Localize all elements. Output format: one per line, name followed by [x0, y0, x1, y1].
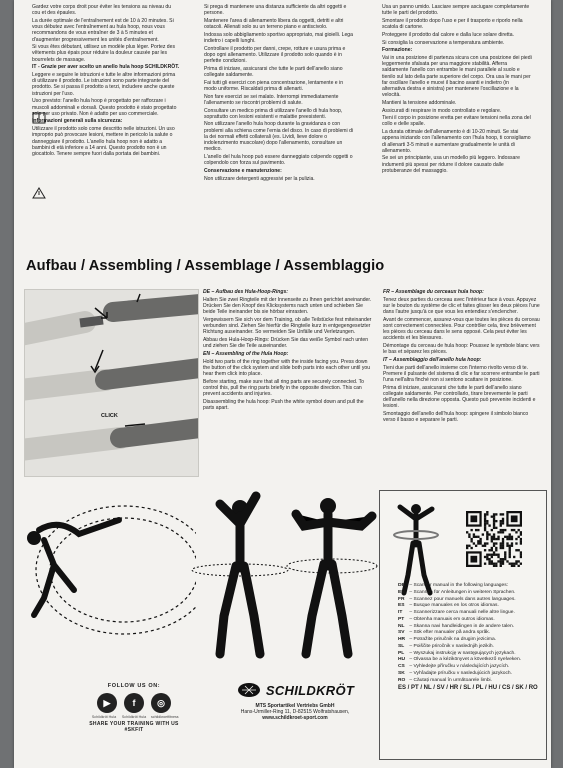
- paragraph: L'anello del hula hoop può essere danneggiato colpendo oggetti o colpendolo con forza sul pavimento.: [204, 153, 353, 167]
- paragraph: Fai tutti gli esercizi con piena concentrazione, lentamente e in modo uniforme. Riscaldati prima di allenarti.: [204, 79, 344, 92]
- paragraph: Halten Sie zwei Ringteile mit der Innenseite zu Ihnen gerichtet aneinander. Drücken Sie den Knopf des Klicksystems nach unten und schieben Sie beide Teile ineinander bis sie hörbar einrasten.: [203, 296, 372, 316]
- social-block: [84, 683, 184, 763]
- language-text: – Scan for manual in the following languages:: [409, 583, 509, 588]
- brand-block: [210, 681, 380, 761]
- language-row: [398, 610, 544, 617]
- brand-name: SCHILDKRÖT: [265, 682, 355, 698]
- language-code: PT: [398, 616, 405, 622]
- turtle-logo-icon: [236, 681, 262, 699]
- paragraph: Vai in una posizione di partenza sicura con una posizione dei piedi leggermente sfalsata per una maggiore stabilità. Afferra saldamente l'anello con entrambe le mani parallele al suolo e tienilo sul lato della parte superiore del corpo. Ora usa le mani per far oscillare l'anello e muovi il bacino avanti e indietro (in alternativa destra e sinistra) per mantenere l'oscillazione e la velocità.: [382, 54, 532, 99]
- top-column-it-safety: [204, 4, 356, 183]
- paragraph: Vergewissern Sie sich vor dem Training, ob alle Teilstücke fest miteinander verbunden sind. Ziehen Sie hierfür die Ringteile kurz in entgegengesetzter Richtung auseinander. So vermeiden Sie Unfälle und Verletzungen.: [203, 316, 372, 336]
- paragraph: Disassembling the hula hoop: Push the white symbol down and pull the parts apart.: [203, 398, 364, 411]
- paragraph: Si vous êtes débutant, utilisez un modèle plus léger. Portez des vêtements plus épais pour réduire la douleur causée par les bourrelets de massage.: [32, 44, 175, 63]
- language-row: [398, 657, 544, 664]
- book-icon: [32, 112, 46, 124]
- youtube-icon[interactable]: ▶: [97, 693, 117, 713]
- paragraph: Si consiglia la conservazione a temperatura ambiente.: [382, 39, 505, 46]
- social-name-instagram: schildkroetfitness: [151, 715, 179, 719]
- paragraph: EN – Assembling of the Hula Hoop:: [203, 350, 289, 357]
- language-row: [398, 617, 544, 624]
- company-name: MTS Sportartikel Vertriebs GmbH: [255, 703, 335, 709]
- section-title: Aufbau / Assembling / Assemblage / Assemblaggio: [26, 258, 385, 274]
- language-text: – Scannez pour manuels dans autres languages.: [409, 596, 516, 602]
- top-column-it-training: [382, 4, 532, 176]
- language-row: [398, 637, 544, 644]
- follow-us-label: FOLLOW US ON:: [107, 683, 161, 689]
- qr-language-box: [379, 490, 547, 760]
- hoop-exercise-illustration: [24, 490, 196, 638]
- language-text: – Busque manuales en los otros idiomas.: [409, 603, 499, 609]
- assembly-column-de-en: [203, 289, 375, 413]
- hula-hoop-figures: [186, 486, 386, 664]
- paragraph: Leggere e seguire le istruzioni e tutte le altre informazioni prima di utilizzare il prodotto. Le istruzioni sono parte integrante del prodotto. Se si passa il prodotto a terzi, includere anche queste istruzioni per l'uso.: [32, 72, 176, 97]
- language-row: [398, 671, 544, 678]
- paragraph: Formazione:: [382, 47, 413, 54]
- language-code: NL: [398, 623, 405, 629]
- share-label: SHARE YOUR TRAINING WITH US #SKFIT: [89, 721, 179, 733]
- language-code: SK: [398, 670, 405, 676]
- paragraph: Si prega di mantenere una distanza sufficiente da altri oggetti e persone.: [204, 4, 347, 17]
- paragraph: Mantieni la tensione addominale.: [382, 99, 457, 106]
- language-row: [398, 590, 544, 597]
- language-text: – Vyhledejte příručku v následujících jazycích.: [409, 664, 510, 669]
- paragraph: IT - Grazie per aver scelto un anello hula hoop SCHILDKRÖT.: [32, 64, 180, 71]
- paragraph: Mantenere l'area di allenamento libera da oggetti, detriti e altri ostacoli. Allenati solo su un terreno piano e antiscivolo.: [204, 17, 344, 31]
- language-text: – Olvassa be a kézikönyvet a következő nyelveken.: [409, 657, 522, 663]
- language-code: FR: [398, 596, 405, 602]
- top-column-fr-it: [32, 4, 180, 159]
- paragraph: Before starting, make sure that all ring parts are securely connected. To control this, pull the ring parts briefly in the opposite direction. This can prevent accidents and injuries.: [203, 378, 365, 398]
- language-row: [398, 603, 544, 610]
- click-label: CLICK: [101, 413, 118, 419]
- language-row: [398, 644, 544, 651]
- language-code: HU: [398, 657, 406, 663]
- paragraph: Démontage du cerceau de hula hoop: Poussez le symbole blanc vers le bas et séparez les pièces.: [383, 343, 540, 356]
- language-row: [398, 678, 544, 685]
- language-code: SL: [398, 643, 405, 649]
- paragraph: Controllare il prodotto per danni, crepe, rotture e usura prima e dopo ogni allenamento. Utilizzare il prodotto solo quando è in perfette condizioni.: [204, 45, 346, 65]
- paragraph: Usa un panno umido. Lasciare sempre asciugare completamente tutte le parti del prodotto.: [382, 4, 530, 17]
- paragraph: La durée optimale de l'entraînement est de 10 à 20 minutes. Si vous débutez avec l'entraînement au hula hoop, nous vous recommandons de vous entraîner de 3 à 5 minutes et d'augmenter progressivement les unités d'entraînement.: [32, 17, 174, 43]
- language-text: – Skanna navi handleidingen in de andere talen.: [409, 623, 515, 629]
- facebook-icon[interactable]: f: [124, 693, 144, 713]
- paragraph: Non fare esercizi se sei malato. Interrompi immediatamente l'allenamento se riscontri problemi di salute.: [204, 93, 339, 106]
- language-text: – Wyszukaj instrukcję w następujących językach.: [409, 650, 516, 656]
- paragraph: Non utilizzare detergenti aggressivi per la pulizia.: [204, 175, 315, 182]
- assembly-column-fr-it: [383, 289, 541, 425]
- language-text: – Scannen für Anleitungen in weiteren Sprachen.: [409, 589, 516, 595]
- language-code: EN: [398, 589, 405, 595]
- language-row: [398, 583, 544, 590]
- language-code: SV: [398, 630, 405, 636]
- language-text: – Obtenha manuais em outros idiomas.: [409, 616, 495, 622]
- paragraph: Conservazione e manutenzione:: [204, 167, 282, 174]
- paragraph: DE – Aufbau des Hula-Hoop-Rings:: [203, 289, 288, 295]
- paragraph: Utilizzare il prodotto solo come descritto nelle istruzioni. Un uso improprio può provocare lesioni, mettere in pericolo la salute o danneggiare il prodotto. L'anello hula hoop non è adatto a bambini di età inferiore a 14 anni. Questo prodotto non è un giocattolo. Tenere sempre fuori dalla portata dei bambini.: [32, 126, 175, 157]
- language-code: RO: [398, 677, 406, 683]
- language-code: ES: [398, 603, 405, 609]
- qr-code[interactable]: [466, 511, 522, 567]
- manual-sheet: [14, 0, 551, 768]
- language-text: – Scannerizzare cerca manuali nelle altre lingue.: [409, 610, 515, 615]
- paragraph: Prima di iniziare, assicurarsi che tutte le parti dell'anello siano collegate saldamente. Per controllarlo, tirare brevemente le parti dell'anello nella direzione opposta. Questo può prevenire incidenti e lesioni.: [383, 384, 536, 410]
- paragraph: Indossa solo abbigliamento sportivo appropriato, mai gioielli. Lega indietro i capelli lunghi.: [204, 31, 353, 45]
- social-name-facebook: Schildkröt Hula: [121, 715, 147, 719]
- language-code: HR: [398, 637, 406, 642]
- paragraph: Non utilizzare l'anello hula hoop durante la gravidanza o con problemi alla schiena come l'ernia del disco. In caso di problemi di la dei normali effetti collaterali (es. Lividi, lieve dolore o indolenzimento muscolare) dopo l'allenamento, consultare un medico.: [204, 121, 354, 153]
- paragraph: La durata ottimale dell'allenamento è di 10-20 minuti. Se stai appena iniziando con l'allenamento con l'hula hoop, ti consigliamo di allenarti 3-5 minuti e aumentare gradualmente le unità di allenamento.: [382, 129, 531, 154]
- paragraph: Proteggere il prodotto dal calore e dalla luce solare diretta.: [382, 31, 514, 38]
- paragraph: IT – Assemblaggio dell'anello hula hoop:: [383, 357, 482, 364]
- language-code: IT: [398, 610, 403, 615]
- paragraph: Consultare un medico prima di utilizzare l'anello di hula hoop, soprattutto con lesioni esistenti e malattie preesistenti.: [204, 107, 343, 120]
- company-web[interactable]: www.schildkroet-sport.com: [262, 715, 328, 722]
- paragraph: Informazioni generali sulla sicurezza:: [32, 118, 123, 125]
- paragraph: Prima di iniziare, assicurarsi che tutte le parti dell'anello siano collegate saldamente.: [204, 65, 343, 79]
- language-code: PL: [398, 650, 405, 656]
- language-code: DE: [398, 583, 405, 588]
- paragraph: Tenez deux parties du cerceau avec l'intérieur face à vous. Appuyez sur le bouton du système de clic et faites glisser les deux pièces l'une dans l'autre jusqu'à ce que vous les entendiez s'enclencher.: [383, 296, 540, 316]
- paragraph: Smontare il prodotto dopo l'uso e per il trasporto e riporlo nella scatola di cartone.: [382, 17, 523, 31]
- language-text: – Căutați manual în următoarele limbi.: [409, 677, 492, 683]
- paragraph: Hold two parts of the ring together with the inside facing you. Press down the button of the click system and slide both parts into each other until you hear them click into place.: [203, 358, 371, 377]
- paragraph: Uso previsto: l'anello hula hoop è progettato per rafforzare i muscoli addominali e dorsali. Questo prodotto è stato progettato solo per uso privato. Non è adatto per uso commerciale.: [32, 98, 177, 117]
- language-text: – Potražite priručnik na drugim jezicima.: [409, 637, 497, 642]
- paragraph: Assicurati di respirare in modo controllato e regolare.: [382, 107, 502, 114]
- language-codes-summary: ES / PT / NL / SV / HR / SL / PL / HU / CS / SK / RO: [398, 685, 538, 692]
- paragraph: FR – Assemblage du cerceaux hula hoop:: [383, 289, 484, 295]
- paragraph: Gardez votre corps droit pour éviter les tensions au niveau du cou et des épaules.: [32, 4, 172, 17]
- social-name-youtube: Schildkröt Hula: [91, 715, 117, 719]
- language-row: [398, 664, 544, 671]
- assembly-photo: [24, 289, 199, 477]
- company-street: Hans-Urmiller-Ring 11, D-82515 Wolfratshausen,: [240, 709, 350, 716]
- language-text: – Poiščite priročnik v naslednjih jezikih.: [409, 643, 494, 649]
- paragraph: Se sei un principiante, usa un modello più leggero. Indossare indumenti più spessi per ridurre il dolore causato dalle protuberanze del massaggio.: [382, 155, 520, 174]
- language-row: [398, 630, 544, 637]
- language-text: – Vyhľadajte príručku v nasledujúcich jazykoch.: [409, 670, 513, 676]
- paragraph: Smontaggio dell'anello dell'hula hoop: spingere il simbolo bianco verso il basso e separare le parti.: [383, 411, 529, 424]
- language-list: [398, 583, 544, 692]
- paragraph: Abbau des Hula-Hoop-Rings: Drücken Sie das weiße Symbol nach unten und ziehen Sie die Teile auseinander.: [203, 336, 369, 350]
- paragraph: Tieni due parti dell'anello insieme con l'interno rivolto verso di te. Premere il pulsante del sistema di clic e far scorrere entrambe le parti l'una nell'altra finché non si sentono scattare in posizione.: [383, 364, 540, 384]
- paragraph: Avant de commencer, assurez-vous que toutes les pièces du cerceau sont correctement connectées. Pour contrôler cela, tirez brièvement les pièces du cerceau dans le sens opposé. Cela peut éviter les accidents et les blessures.: [383, 316, 540, 342]
- paragraph: Tieni il corpo in posizione eretta per evitare tensioni nella zona del collo e delle spalle.: [382, 115, 531, 128]
- warning-icon: [32, 187, 46, 199]
- language-code: CS: [398, 664, 405, 669]
- language-text: – Sök efter manualer på andra språk.: [409, 630, 491, 636]
- instagram-icon[interactable]: ◎: [151, 693, 171, 713]
